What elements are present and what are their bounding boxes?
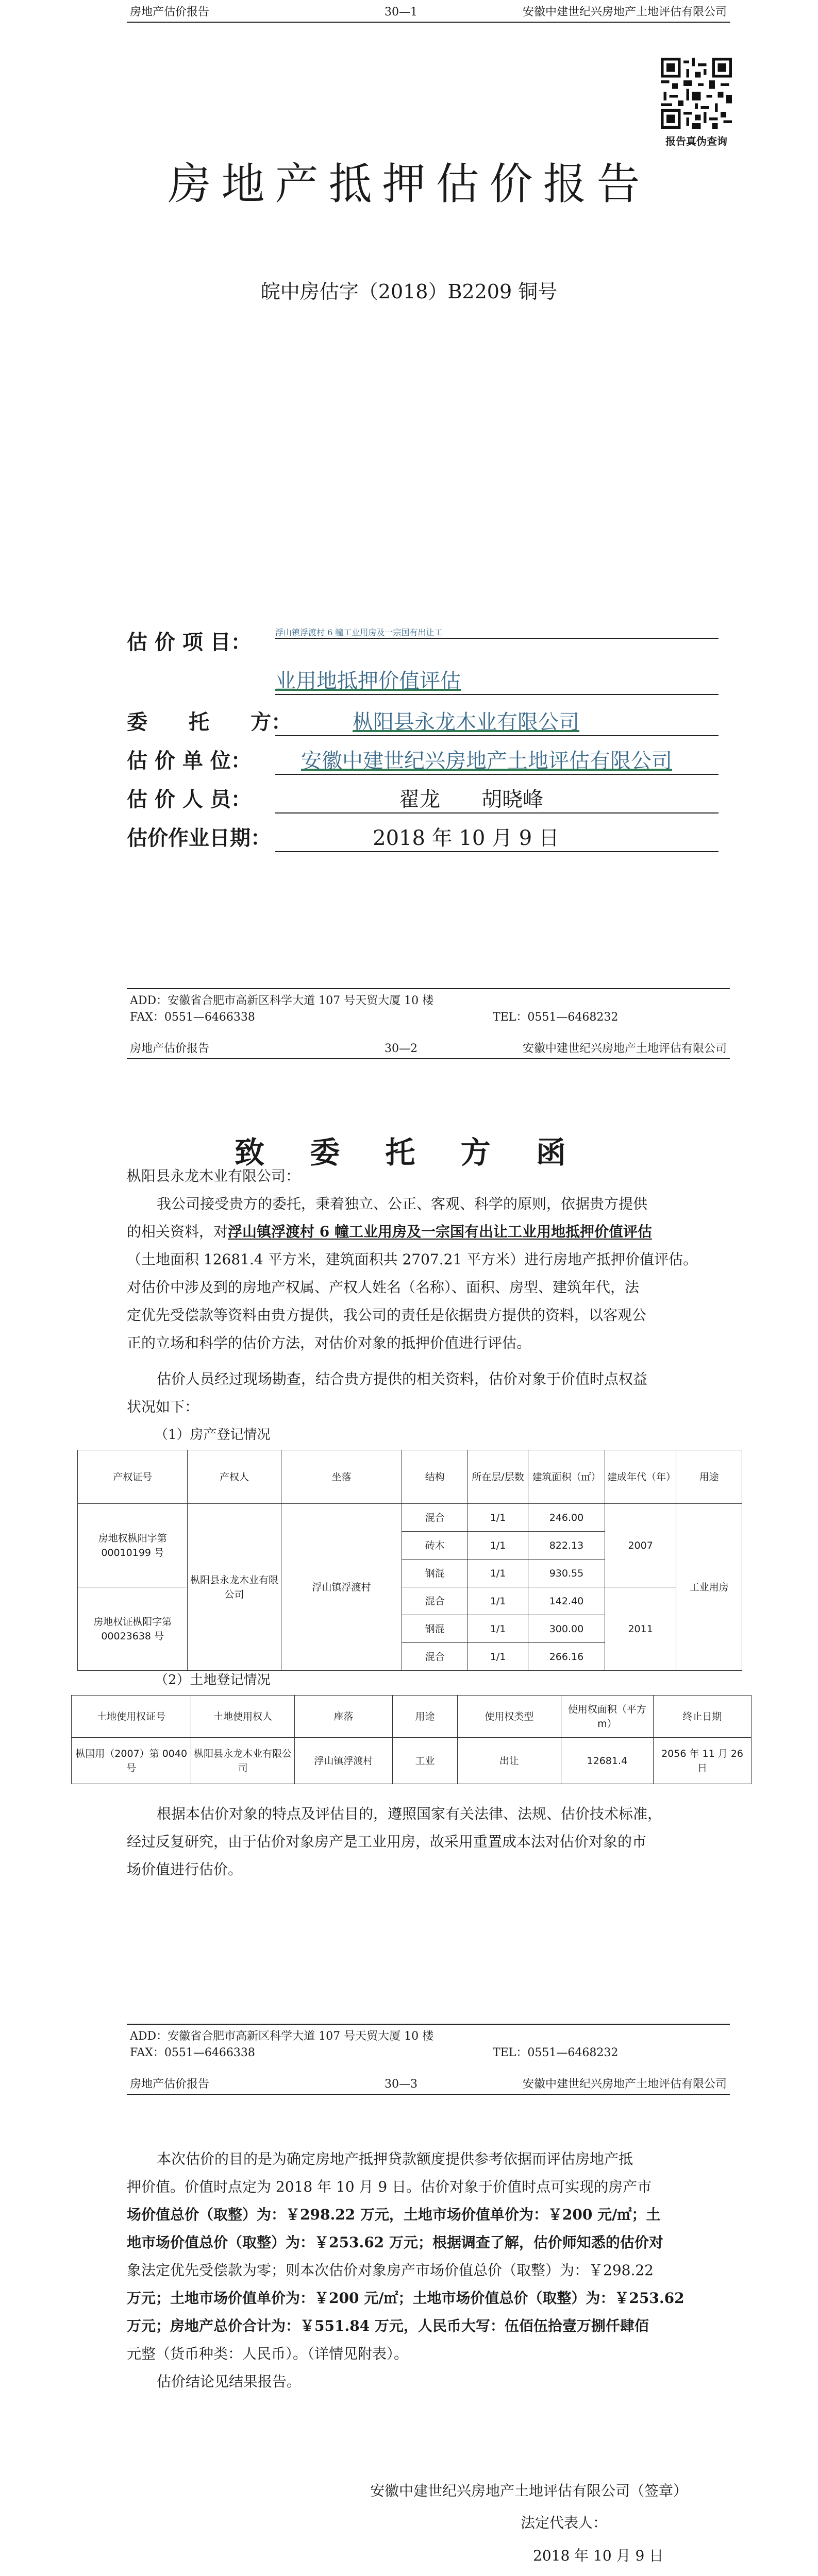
footer-address: ADD：安徽省合肥市高新区科学大道 107 号天贸大厦 10 楼 <box>130 2030 434 2043</box>
signature-representative: 法定代表人： <box>521 2514 608 2531</box>
table-row <box>78 1504 742 1532</box>
table-header: 土地使用权人 <box>191 1696 295 1738</box>
appraisers-label: 估 价 人 员： <box>127 787 252 811</box>
project-value-line1: 浮山镇浮渡村 6 幢工业用房及一宗国有出让工 <box>275 626 719 639</box>
qr-code-icon[interactable] <box>661 58 732 129</box>
letter-paragraph-1 <box>127 1218 652 1246</box>
letter-paragraph-3: 场价值进行估价。 <box>127 1861 243 1878</box>
date-label: 估价作业日期： <box>127 826 271 850</box>
page-header <box>127 2076 730 2095</box>
structure: 钢混 <box>402 1615 468 1643</box>
page-footer <box>127 988 730 1036</box>
table-header: 产权人 <box>188 1450 281 1504</box>
report-title: 房地产抵押估价报告 <box>168 159 650 209</box>
area: 246.00 <box>528 1504 605 1532</box>
table-header: 产权证号 <box>78 1450 188 1504</box>
appraiser-org-value: 安徽中建世纪兴房地产土地评估有限公司 <box>275 744 719 775</box>
owner: 枞阳县永龙木业有限公司 <box>188 1504 281 1671</box>
usage: 工业用房 <box>676 1504 742 1671</box>
certificate-number: 房地权证枞阳字第 00023638 号 <box>78 1587 188 1671</box>
footer-tel: TEL：0551—6468232 <box>493 1011 619 1024</box>
location: 浮山镇浮渡村 <box>281 1504 402 1671</box>
land-registration-table <box>71 1695 752 1784</box>
table-header: 建筑面积（㎡） <box>528 1450 605 1504</box>
land-area: 12681.4 <box>561 1738 653 1784</box>
appraisers-field <box>127 783 252 812</box>
footer-address: ADD：安徽省合肥市高新区科学大道 107 号天贸大厦 10 楼 <box>130 994 434 1007</box>
conclusion-text: 押价值。价值时点定为 2018 年 10 月 9 日。估价对象于价值时点可实现的房产市 <box>127 2178 652 2195</box>
signature-company: 安徽中建世纪兴房地产土地评估有限公司（签章） <box>370 2482 688 2499</box>
table-header: 所在层/层数 <box>468 1450 528 1504</box>
table-header: 座落 <box>294 1696 392 1738</box>
letter-salutation: 枞阳县永龙木业有限公司： <box>127 1167 301 1184</box>
letter-paragraph-3: 经过反复研究，由于估价对象房产是工业用房，故采用重置成本法对估价对象的市 <box>127 1833 647 1850</box>
structure: 砖木 <box>402 1532 468 1560</box>
project-field <box>127 626 252 655</box>
land-owner: 枞阳县永龙木业有限公司 <box>191 1738 295 1784</box>
letter-paragraph-1: 我公司接受贵方的委托，秉着独立、公正、客观、科学的原则，依据贵方提供 <box>157 1195 648 1212</box>
table-row <box>78 1587 742 1615</box>
text-span: 的相关资料，对 <box>127 1223 228 1240</box>
land-certificate: 枞国用（2007）第 0040 号 <box>72 1738 191 1784</box>
area: 822.13 <box>528 1532 605 1560</box>
house-table-caption: （1）房产登记情况 <box>155 1427 271 1443</box>
letter-paragraph-2: 状况如下： <box>127 1398 199 1415</box>
floor: 1/1 <box>468 1615 528 1643</box>
project-value-line2: 业用地抵押价值评估 <box>275 665 719 695</box>
page-header <box>127 1041 730 1059</box>
table-header: 坐落 <box>281 1450 402 1504</box>
footer-tel: TEL：0551—6468232 <box>493 2046 619 2059</box>
conclusion-text: 地市场价值总价（取整）为：￥253.62 万元；根据调查了解，估价师知悉的估价对 <box>127 2234 663 2251</box>
appraiser-org-label: 估 价 单 位： <box>127 749 252 773</box>
letter-paragraph-1: 定优先受偿款等资料由贵方提供，我公司的责任是依据贵方提供的资料，以客观公 <box>127 1307 647 1324</box>
built-year: 2007 <box>605 1504 676 1587</box>
conclusion-text: 象法定优先受偿款为零；则本次估价对象房产市场价值总价（取整）为：￥298.22 <box>127 2262 654 2279</box>
letter-paragraph-2: 估价人员经过现场勘查，结合贵方提供的相关资料，估价对象于价值时点权益 <box>157 1370 648 1387</box>
table-header-row <box>72 1696 752 1738</box>
house-registration-table <box>77 1450 742 1671</box>
header-left: 房地产估价报告 <box>130 1042 210 1055</box>
conclusion-text: 场价值总价（取整）为：￥298.22 万元，土地市场价值单价为：￥200 元/㎡；土 <box>127 2206 661 2223</box>
area: 930.55 <box>528 1560 605 1587</box>
area: 300.00 <box>528 1615 605 1643</box>
project-label: 估 价 项 目： <box>127 630 252 654</box>
land-usage: 工业 <box>392 1738 457 1784</box>
header-right: 安徽中建世纪兴房地产土地评估有限公司 <box>522 2078 727 2091</box>
certificate-number: 房地权枞阳字第 00010199 号 <box>78 1504 188 1587</box>
table-header: 土地使用权证号 <box>72 1696 191 1738</box>
table-header: 使用权类型 <box>458 1696 561 1738</box>
table-header: 用途 <box>392 1696 457 1738</box>
structure: 混合 <box>402 1587 468 1615</box>
header-right: 安徽中建世纪兴房地产土地评估有限公司 <box>522 1042 727 1055</box>
table-header: 用途 <box>676 1450 742 1504</box>
conclusion-text: 万元；土地市场价值单价为：￥200 元/㎡；土地市场价值总价（取整）为：￥253.62 <box>127 2290 685 2307</box>
client-label: 委 托 方： <box>127 710 292 734</box>
structure: 混合 <box>402 1643 468 1671</box>
footer-fax: FAX：0551—6466338 <box>130 1011 255 1024</box>
floor: 1/1 <box>468 1643 528 1671</box>
document-number: 皖中房估字（2018）B2209 铜号 <box>260 280 558 303</box>
date-field <box>127 822 271 851</box>
letter-paragraph-1: （土地面积 12681.4 平方米，建筑面积共 2707.21 平方米）进行房地产抵押价值评估。 <box>127 1251 698 1268</box>
page-footer <box>127 2024 730 2071</box>
structure: 钢混 <box>402 1560 468 1587</box>
floor: 1/1 <box>468 1560 528 1587</box>
land-location: 浮山镇浮渡村 <box>294 1738 392 1784</box>
client-field <box>127 706 292 735</box>
conclusion-text: 本次估价的目的是为确定房地产抵押贷款额度提供参考依据而评估房地产抵 <box>157 2150 633 2167</box>
header-left: 房地产估价报告 <box>130 2078 210 2091</box>
area: 266.16 <box>528 1643 605 1671</box>
structure: 混合 <box>402 1504 468 1532</box>
floor: 1/1 <box>468 1587 528 1615</box>
appraisers-value: 翟龙 胡晓峰 <box>275 783 719 814</box>
land-end-date: 2056 年 11 月 26 日 <box>654 1738 752 1784</box>
header-page-number: 30—2 <box>385 1042 418 1055</box>
area: 142.40 <box>528 1587 605 1615</box>
project-name-emphasis: 浮山镇浮渡村 6 幢工业用房及一宗国有出让工业用地抵押价值评估 <box>228 1223 652 1240</box>
letter-paragraph-1: 正的立场和科学的估价方法，对估价对象的抵押价值进行评估。 <box>127 1334 531 1351</box>
table-header: 终止日期 <box>654 1696 752 1738</box>
client-value: 枞阳县永龙木业有限公司 <box>275 706 719 736</box>
letter-paragraph-1: 对估价中涉及到的房地产权属、产权人姓名（名称）、面积、房型、建筑年代，法 <box>127 1279 640 1296</box>
table-row <box>72 1738 752 1784</box>
table-header: 使用权面积（平方m） <box>561 1696 653 1738</box>
header-page-number: 30—3 <box>385 2078 418 2091</box>
floor: 1/1 <box>468 1532 528 1560</box>
qr-caption: 报告真伪查询 <box>665 135 727 147</box>
page-header <box>127 4 730 23</box>
built-year: 2011 <box>605 1587 676 1671</box>
footer-fax: FAX：0551—6466338 <box>130 2046 255 2059</box>
table-header-row <box>78 1450 742 1504</box>
header-right: 安徽中建世纪兴房地产土地评估有限公司 <box>522 6 727 19</box>
signature-date: 2018 年 10 月 9 日 <box>533 2547 664 2564</box>
appraiser-org-field <box>127 744 252 774</box>
cover-page <box>0 0 818 1037</box>
land-table-caption: （2）土地登记情况 <box>155 1672 271 1688</box>
header-page-number: 30—1 <box>385 6 418 19</box>
letter-paragraph-3: 根据本估价对象的特点及评估目的，遵照国家有关法律、法规、估价技术标准， <box>157 1805 662 1822</box>
header-left: 房地产估价报告 <box>130 6 210 19</box>
conclusion-text: 万元；房地产总价合计为：￥551.84 万元，人民币大写：伍佰伍拾壹万捌仟肆佰 <box>127 2317 649 2334</box>
date-value: 2018 年 10 月 9 日 <box>275 822 719 852</box>
table-header: 建成年代（年） <box>605 1450 676 1504</box>
conclusion-reference: 估价结论见结果报告。 <box>157 2373 302 2390</box>
floor: 1/1 <box>468 1504 528 1532</box>
table-header: 结构 <box>402 1450 468 1504</box>
letter-title: 致 委 托 方 函 <box>235 1135 583 1170</box>
land-right-type: 出让 <box>458 1738 561 1784</box>
conclusion-text: 元整（货币种类：人民币）。（详情见附表）。 <box>127 2345 409 2362</box>
